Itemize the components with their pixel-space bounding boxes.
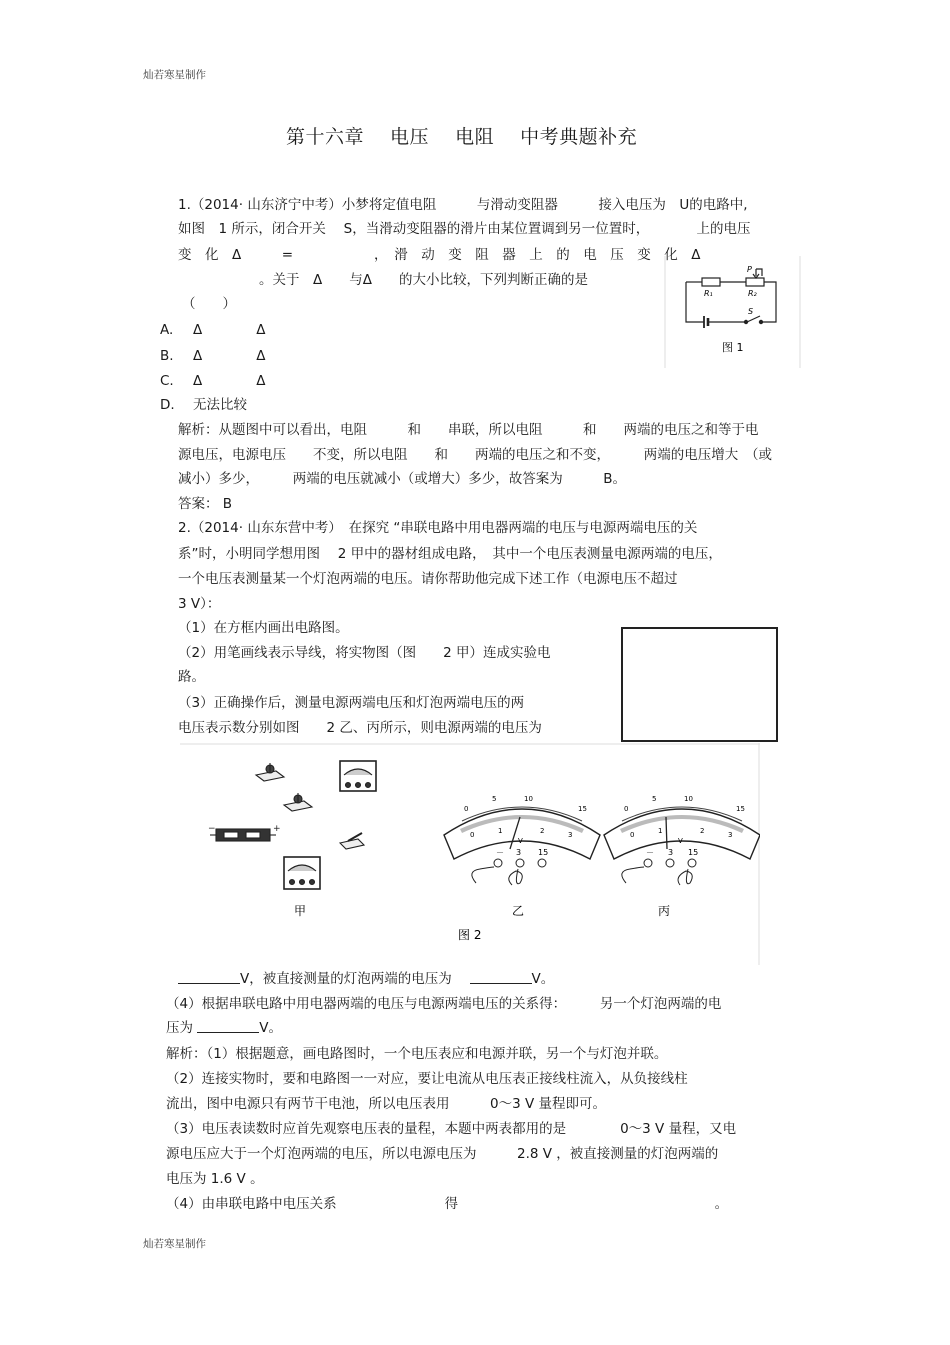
scale-label: 1 xyxy=(498,827,503,835)
q1-option-b-text: Δ Δ xyxy=(193,348,266,364)
answer-blank[interactable] xyxy=(178,970,240,984)
q1-option-d-text: 无法比较 xyxy=(193,397,247,413)
scale-label: 10 xyxy=(684,795,693,803)
voltmeter-dial-bing xyxy=(604,795,760,885)
circuit-diagram-box xyxy=(621,627,778,742)
q2-fill-text-a: V，被直接测量的灯泡两端的电压为 xyxy=(240,971,452,987)
scale-label: 3 xyxy=(728,831,733,839)
scale-label: 1 xyxy=(658,827,663,835)
label-p: P xyxy=(747,265,752,274)
label-r1: R₁ xyxy=(704,289,713,298)
q1-option-a-text: Δ Δ xyxy=(193,322,266,338)
terminal-label: － xyxy=(496,848,504,857)
meter-unit: V xyxy=(518,837,523,845)
q1-analysis-line-3: 减小）多少， 两端的电压就减小（或增大）多少，故答案为 B。 xyxy=(178,471,627,487)
scale-label: 0 xyxy=(630,831,635,839)
scale-label: 5 xyxy=(492,795,497,803)
q2-part-4b-line xyxy=(166,1019,282,1037)
scale-label: 15 xyxy=(578,805,587,813)
terminal-label: 15 xyxy=(538,848,549,857)
q2-fill-line xyxy=(178,970,554,988)
resistor-r2 xyxy=(746,278,764,286)
battery-plus-label: + xyxy=(273,824,281,834)
q2-fill-text-b: V。 xyxy=(531,971,555,987)
q1-analysis-line-2: 源电压，电源电压 不变，所以电阻 和 两端的电压之和不变， 两端的电压增大 （或 xyxy=(178,447,772,463)
q1-line-3: 变 化 Δ = ， 滑 动 变 阻 器 上 的 电 压 变 化 Δ xyxy=(178,247,701,263)
voltmeter-dial-yi xyxy=(444,795,600,885)
q1-line-1: 1.（2014· 山东济宁中考）小梦将定值电阻 与滑动变阻器 接入电压为 U的电路中, xyxy=(178,197,748,213)
switch-icon xyxy=(747,316,760,322)
q1-option-c-label: C. xyxy=(160,373,174,389)
q2-part-4c: V。 xyxy=(259,1020,283,1036)
q1-option-b-label: B. xyxy=(160,348,174,364)
scale-label: 0 xyxy=(624,805,629,813)
voltmeter-icon xyxy=(284,857,320,889)
battery-minus-label: − xyxy=(208,824,216,834)
terminal-label: － xyxy=(646,848,654,857)
q2-part-4a: （4）根据串联电路中用电器两端的电压与电源两端电压的关系得： 另一个灯泡两端的电 xyxy=(166,996,722,1012)
solution-line-2a: （2）连接实物时，要和电路图一一对应，要让电流从电压表正接线柱流入，从负接线柱 xyxy=(166,1071,688,1087)
q2-line-2: 系”时，小明同学想用图 2 甲中的器材组成电路， 其中一个电压表测量电源两端的电压， xyxy=(178,546,722,562)
solution-line-3b: 源电压应大于一个灯泡两端的电压，所以电源电压为 2.8 V ，被直接测量的灯泡两端的 xyxy=(166,1146,719,1162)
terminal-label: 15 xyxy=(688,848,699,857)
q1-answer: 答案： B xyxy=(178,496,233,512)
figure-2 xyxy=(180,743,760,965)
answer-blank[interactable] xyxy=(197,1019,259,1033)
q1-option-d-label: D. xyxy=(160,397,175,413)
scale-label: 3 xyxy=(568,831,573,839)
scale-label: 5 xyxy=(652,795,657,803)
scale-label: 2 xyxy=(540,827,545,835)
q2-line-1: 2.（2014· 山东东营中考） 在探究 “串联电路中用电器两端的电压与电源两端电压的关 xyxy=(178,520,698,536)
page-header: 灿若寒星制作 xyxy=(143,69,206,81)
terminal-label: 3 xyxy=(516,848,522,857)
q2-part-1: （1）在方框内画出电路图。 xyxy=(178,620,349,636)
scale-label: 0 xyxy=(464,805,469,813)
label-r2: R₂ xyxy=(748,289,757,298)
solution-line-3a: （3）电压表读数时应首先观察电压表的量程，本题中两表都用的是 0～3 V 量程，又电 xyxy=(166,1121,737,1137)
scale-label: 10 xyxy=(524,795,533,803)
q2-part-4b: 压为 xyxy=(166,1020,193,1036)
q1-analysis-line-1: 解析：从题图中可以看出，电阻 和 串联，所以电阻 和 两端的电压之和等于电 xyxy=(178,422,759,438)
q1-line-4: 。关于 Δ 与Δ 的大小比较，下列判断正确的是 xyxy=(178,272,588,288)
figure-2-caption: 图 2 xyxy=(458,928,482,942)
terminal-label: 3 xyxy=(668,848,674,857)
voltmeter-icon xyxy=(340,761,376,791)
lamp-icon xyxy=(284,793,312,811)
answer-blank[interactable] xyxy=(470,970,532,984)
q1-option-c-text: Δ Δ xyxy=(193,373,266,389)
q2-part-3a: （3）正确操作后，测量电源两端电压和灯泡两端电压的两 xyxy=(178,695,525,711)
page-title: 第十六章 电压 电阻 中考典题补充 xyxy=(286,126,638,148)
solution-line-2b: 流出，图中电源只有两节干电池，所以电压表用 0～3 V 量程即可。 xyxy=(166,1096,606,1112)
solution-line-4: （4）由串联电路中电压关系 得 。 xyxy=(166,1196,729,1212)
switch-icon xyxy=(340,833,364,849)
battery-pack-icon xyxy=(210,829,276,841)
fig2-label-yi: 乙 xyxy=(512,904,525,918)
solution-line-3c: 电压为 1.6 V 。 xyxy=(166,1171,264,1187)
q2-line-4: 3 V）： xyxy=(178,596,221,612)
lamp-icon xyxy=(256,763,284,781)
fig2-label-jia: 甲 xyxy=(294,904,307,918)
q1-line-2: 如图 1 所示，闭合开关 S，当滑动变阻器的滑片由某位置调到另一位置时， 上的电压 xyxy=(178,221,751,237)
q1-answer-paren: （ ） xyxy=(182,296,236,312)
scale-label: 15 xyxy=(736,805,745,813)
scale-label: 2 xyxy=(700,827,705,835)
q2-part-2a: （2）用笔画线表示导线，将实物图（图 2 甲）连成实验电 xyxy=(178,645,551,661)
q1-option-a-label: A. xyxy=(160,322,174,338)
figure-1-circuit xyxy=(664,256,804,368)
q2-line-3: 一个电压表测量某一个灯泡两端的电压。请你帮助他完成下述工作（电源电压不超过 xyxy=(178,571,678,587)
solution-line-1: 解析：（1）根据题意，画电路图时，一个电压表应和电源并联，另一个与灯泡并联。 xyxy=(166,1046,668,1062)
label-s: S xyxy=(748,307,754,316)
q2-part-3b: 电压表示数分别如图 2 乙、丙所示，则电源两端的电压为 xyxy=(178,720,542,736)
fig2-label-bing: 丙 xyxy=(658,904,671,918)
resistor-r1 xyxy=(702,278,720,286)
page-footer: 灿若寒星制作 xyxy=(143,1238,206,1250)
q2-part-2b: 路。 xyxy=(178,669,205,685)
scale-label: 0 xyxy=(470,831,475,839)
meter-unit: V xyxy=(678,837,683,845)
figure-1-caption: 图 1 xyxy=(722,341,744,354)
